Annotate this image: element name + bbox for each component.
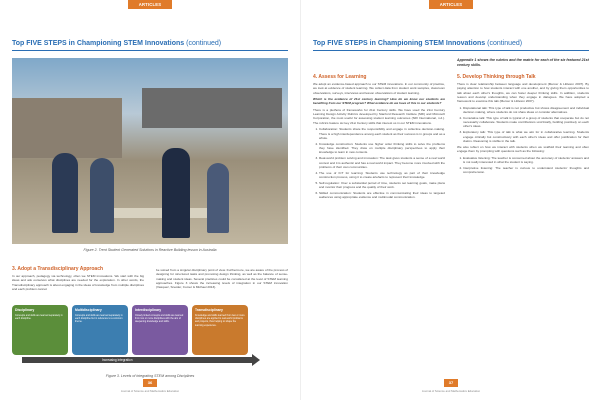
diagram-box-text: Concepts and skills are learned separately in each discipline. <box>15 314 63 321</box>
list-item: 3. Real-world problem solving and innovation: The task gives students a sense of a real world context and it is authentic and has a real world impact. They become more involved with the problems of their own communities. <box>319 156 445 169</box>
section-tab: ARTICLES <box>128 0 172 9</box>
list-item: 6. Skilled communication: Students are effective in communicating their ideas to targeted audiences using appropriate evidence and multimodal communication. <box>319 191 445 200</box>
section-3-text: In our approach, pedagogy via technology, often we STEM innovations. We start with the big ideas and ask ourselves what disciplines are needed for the exploration. In other words, the Transdisciplinary approach is about engaging in the ideas of knowledge from multiple disciplines and each problem cannot <box>12 274 144 291</box>
page-title <box>313 40 522 47</box>
photo-student <box>52 153 78 233</box>
page-title <box>12 40 221 47</box>
photo-building <box>12 98 122 158</box>
right-page <box>300 0 600 400</box>
title-text: Top FIVE STEPS in Championing STEM Innovations <box>313 40 486 47</box>
photo-student <box>90 158 114 233</box>
page-footer: Journal of Science and Mathematics Education <box>421 389 481 393</box>
diagram-box-text: Closely linked concepts and skills are learned from two or more disciplines with the aim of deepening knowledge and skills. <box>135 314 184 324</box>
talk-types-list <box>457 106 589 144</box>
figure-3-caption: Figure 3. Levels of integrating STEM among Disciplines <box>105 374 195 378</box>
integration-arrow <box>22 357 252 363</box>
list-item: 3. Exploratory talk: This type of talk is what we aim for in collaborative learning. Students engage critically but constructively with each other's ideas and offer justification for their claims. Reasoning is visible in the talk. <box>463 130 589 143</box>
diagram-box-text: Knowledge and skills learned from two or more disciplines are applied to real-world problems and projects, thus helping to shape the learning experience. <box>195 314 245 327</box>
photo-student <box>207 163 229 233</box>
diagram-box-text: Concepts and skills are learned separately in each discipline but in reference to a common theme. <box>75 314 123 324</box>
title-continued: (continued) <box>487 40 523 47</box>
diagram-box-transdisciplinary <box>192 305 248 355</box>
diagram-box-disciplinary <box>12 305 68 355</box>
diagram-box-title: Disciplinary <box>15 308 35 312</box>
integration-arrow-label: Increasing integration <box>102 358 133 362</box>
title-text: Top FIVE STEPS in Championing STEM Innovations <box>12 40 185 47</box>
paragraph: There is a plethora of frameworks for 21st Century skills. We have used the 21st Century Learning Design Activity Rubrics developed by Stanford Research Institute (SRI) and Microsoft Corporation, the most useful for assessing student learning outcomes (SRI International, n.d.). The rubrics feature six key 21st Century skills that interest us in our STEM innovations. <box>313 107 445 125</box>
list-item: 4. The use of ICT for learning: Students use technology as part of their knowledge construction process, using it to create artefacts to represent their knowledge. <box>319 171 445 180</box>
list-item: 1. Collaboration: Students share the responsibility and engage in collective decision-making. There is a high interdependence among each student as their success is in groups and as a whole. <box>319 127 445 140</box>
section-4-heading: 4. Assess for Learning <box>313 74 367 80</box>
list-item: 2. Knowledge construction: Students use higher order thinking skills to solve the problems they have identified. They draw on multiple disciplinary perspectives to apply their knowledge to learn in new contexts. <box>319 142 445 155</box>
photo-roof <box>142 88 282 128</box>
list-item: 2. Interpretive listening: The teacher is curious to understand students' thoughts and comprehension. <box>463 166 589 175</box>
section-3-heading: 3. Adopt a Transdisciplinary Approach <box>12 266 104 272</box>
listening-list <box>457 156 589 175</box>
photo-table <box>102 208 212 218</box>
skills-list <box>313 127 445 199</box>
paragraph: We adopt an evidence-based approach to our STEM innovations. In our community of practice, we look at evidence of student learning. We collect data from student work samples, classroom observations, surveys, interviews and lesson observations of student learning. <box>313 82 445 95</box>
section-5-body <box>457 82 589 176</box>
title-continued: (continued) <box>186 40 222 47</box>
title-rule <box>313 50 589 51</box>
arrow-head-icon <box>252 354 260 366</box>
classroom-photo <box>12 58 288 244</box>
integration-diagram <box>12 305 288 371</box>
highlight-question: Which is the evidence of 21st century learning? How do we know our students are benefiting from our STEM program? What evidence do we have of this in our students? <box>313 97 445 106</box>
appendix-note: Appendix 1 shows the rubrics and the matrix for each of the six featured 21st century skills. <box>457 58 589 67</box>
page-number: 36 <box>143 379 157 387</box>
diagram-box-interdisciplinary <box>132 305 188 355</box>
list-item: 1. Disputational talk: This type of talk is not productive but shows disagreement and individual decision making, where students do not share ideas or consider alternatives. <box>463 106 589 115</box>
figure-2-caption: Figure 2. Trent Student Generated Solutions in Reactive Building lesson in Australia <box>83 248 217 252</box>
paragraph: There is clear relationship between language and development (Mercer & Littleton 2007). By paying attention to how students interact with one another, and by giving them opportunities to talk about each other's thoughts, we can foster deeper thinking skills. In addition, students reason and develop understanding when they engage in dialogues. We have adopted a framework to examine this talk (Mercer & Littleton 2007). <box>457 82 589 104</box>
page-footer: Journal of Science and Mathematics Education <box>120 389 180 393</box>
diagram-box-multidisciplinary <box>72 305 128 355</box>
diagram-box-title: Multidisciplinary <box>75 308 102 312</box>
list-item: 5. Self-regulation: Over a substantial period of time, students set learning goals, make plans and monitor their progress and the quality of their work. <box>319 181 445 190</box>
title-rule <box>12 50 288 51</box>
section-4-body <box>313 82 445 201</box>
paragraph: We also reflect on how we interact with students when we scaffold their learning and often engage them by prompting with questions such as the following: <box>457 144 589 154</box>
list-item: 2. Cumulative talk: This type of talk is typical of a group of students that cooperate but do not necessarily collaborate. Students make contributions uncritically, building positively on each other's ideas. <box>463 116 589 129</box>
page-number: 37 <box>444 379 458 387</box>
photo-student <box>162 148 190 238</box>
list-item: 1. Evaluative listening: The teacher is concerned about the accuracy of students' answers and is not really interested in what the student is saying. <box>463 156 589 165</box>
diagram-box-title: Interdisciplinary <box>135 308 162 312</box>
section-tab: ARTICLES <box>429 0 473 9</box>
section-5-heading: 5. Develop Thinking through Talk <box>457 74 536 80</box>
section-3-text-col2: be solved from a singular disciplinary point of view. Furthermore, we are aware of the process of designing for structured tasks and promoting design thinking, as well as the balance of sense-making and student ideas. Several practices could be considered at the level of STEM learning approaches. Figure 3 shows the increasing levels of integration in our STEM innovation (Vasquez, Sneider, Comer & Michael 2013). <box>156 268 288 290</box>
diagram-box-title: Transdisciplinary <box>195 308 223 312</box>
